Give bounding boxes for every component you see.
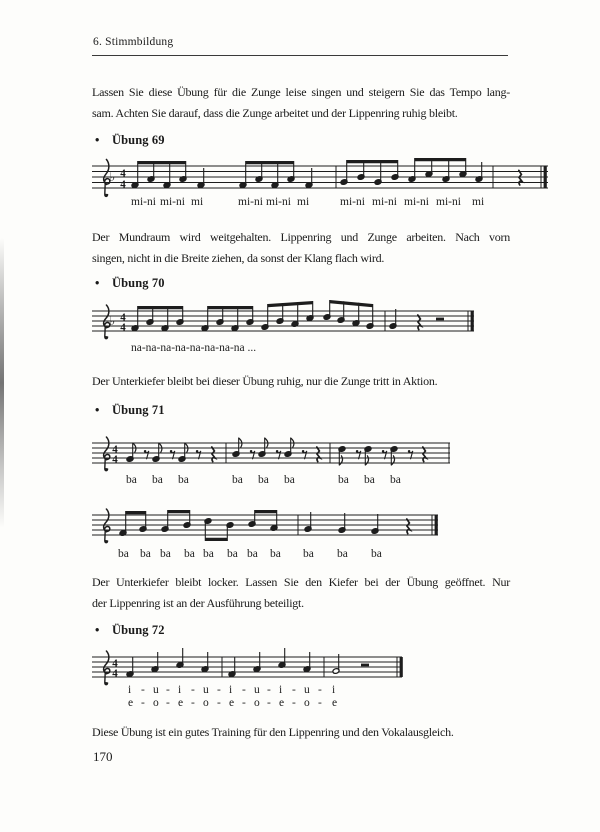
lyric-syllable: ba	[303, 548, 314, 560]
lyric-syllable: -	[166, 684, 170, 696]
text-line: der Lippenring ist an der Ausführung beteiligt.	[92, 596, 304, 610]
lyric-syllable: -	[141, 684, 145, 696]
lyric-syllable: e	[229, 697, 235, 709]
lyric-syllable: ba	[364, 474, 375, 486]
svg-text:♭: ♭	[109, 314, 116, 328]
lyric-syllable: i	[229, 684, 233, 696]
lyric-syllable: o	[153, 697, 159, 709]
text-line: sam. Achten Sie darauf, dass die Zunge arbeitet und der Lippenring ruhig bleibt.	[92, 106, 458, 120]
lyric-syllable: ba	[270, 548, 281, 560]
lyric-syllable: mi	[472, 196, 485, 208]
lyric-syllable: e	[279, 697, 285, 709]
lyric-syllable: ba	[247, 548, 258, 560]
text-line: Der Unterkiefer bleibt locker. Lassen Sie den Kiefer bei der Übung geöffnet. Nur	[92, 575, 510, 589]
staff-uebung-70	[92, 300, 474, 354]
lyric-syllable: mi	[191, 196, 204, 208]
lyric-syllable: -	[217, 684, 221, 696]
lyric-syllable: o	[304, 697, 310, 709]
lyric-syllable: u	[254, 684, 260, 696]
lyric-syllable: -	[267, 684, 271, 696]
lyric-syllable: o	[254, 697, 260, 709]
lyric-syllable: mi-ni	[160, 196, 185, 208]
lyric-syllable: ba	[140, 548, 151, 560]
lyric-syllable: i	[178, 684, 182, 696]
svg-text:4: 4	[112, 443, 118, 456]
lyric-syllable: ba	[160, 548, 171, 560]
svg-text:4: 4	[112, 667, 118, 680]
text-line: Der Mundraum wird weitgehalten. Lippenring und Zunge arbeiten. Nach vorn	[92, 230, 510, 244]
text-line: Diese Übung ist ein gutes Training für den Lippenring und den Vokalausgleich.	[92, 725, 454, 739]
lyric-syllable: -	[141, 697, 145, 709]
lyric-syllable: i	[332, 684, 336, 696]
lyric-syllable: u	[153, 684, 159, 696]
lyric-syllable: -	[267, 697, 271, 709]
lyric-syllable: ba	[184, 548, 195, 560]
staff-uebung-71a	[92, 437, 450, 486]
svg-text:4: 4	[120, 178, 126, 191]
staff-uebung-71b	[92, 509, 438, 560]
lyric-syllable: -	[242, 697, 246, 709]
exercise-label: Übung 69	[112, 133, 165, 147]
staff-uebung-72	[92, 648, 403, 709]
svg-text:♭: ♭	[109, 170, 116, 185]
page-number: 170	[93, 749, 113, 764]
bullet-icon: •	[95, 276, 100, 290]
lyric-syllable: i	[279, 684, 283, 696]
lyric-syllable: e	[178, 697, 184, 709]
lyric-syllable: e	[128, 697, 134, 709]
lyric-syllable: e	[332, 697, 338, 709]
exercise-label: Übung 72	[112, 623, 165, 637]
staff-uebung-69	[92, 158, 548, 208]
lyric-syllable: o	[203, 697, 209, 709]
lyric-syllable: mi-ni	[404, 196, 429, 208]
lyric-syllable: mi-ni	[340, 196, 365, 208]
lyric-syllable: ba	[258, 474, 269, 486]
svg-text:4: 4	[112, 657, 118, 670]
lyric-syllable: ba	[390, 474, 401, 486]
lyric-syllable: -	[191, 684, 195, 696]
svg-text:4: 4	[112, 453, 118, 466]
lyric-syllable: ba	[284, 474, 295, 486]
lyric-syllable: na-na-na-na-na-na-na-na ...	[131, 342, 257, 354]
lyric-syllable: ba	[371, 548, 382, 560]
lyric-syllable: -	[191, 697, 195, 709]
lyric-syllable: u	[203, 684, 209, 696]
lyric-syllable: mi-ni	[131, 196, 156, 208]
text-line: Lassen Sie diese Übung für die Zunge leise singen und steigern Sie das Tempo lang-	[92, 85, 510, 99]
exercise-label: Übung 71	[112, 403, 165, 417]
lyric-syllable: -	[318, 684, 322, 696]
exercise-label: Übung 70	[112, 276, 165, 290]
lyric-syllable: ba	[152, 474, 163, 486]
lyric-syllable: ba	[232, 474, 243, 486]
lyric-syllable: ba	[203, 548, 214, 560]
text-line: Der Unterkiefer bleibt bei dieser Übung ruhig, nur die Zunge tritt in Aktion.	[92, 374, 438, 388]
bullet-icon: •	[95, 623, 100, 637]
lyric-syllable: -	[318, 697, 322, 709]
svg-text:4: 4	[120, 311, 126, 324]
text-line: singen, nicht in die Breite ziehen, da sonst der Klang flach wird.	[92, 251, 385, 265]
lyric-syllable: ba	[118, 548, 129, 560]
running-header: 6. Stimmbildung	[93, 36, 174, 48]
lyric-syllable: ba	[227, 548, 238, 560]
lyric-syllable: -	[292, 697, 296, 709]
bullet-icon: •	[95, 133, 100, 147]
svg-text:4: 4	[120, 167, 126, 180]
lyric-syllable: mi-ni	[436, 196, 461, 208]
lyric-syllable: -	[166, 697, 170, 709]
bullet-icon: •	[95, 403, 100, 417]
lyric-syllable: u	[304, 684, 310, 696]
lyric-syllable: mi	[297, 196, 310, 208]
lyric-syllable: i	[128, 684, 132, 696]
lyric-syllable: ba	[126, 474, 137, 486]
lyric-syllable: mi-ni	[238, 196, 263, 208]
lyric-syllable: -	[292, 684, 296, 696]
lyric-syllable: ba	[338, 474, 349, 486]
svg-text:4: 4	[120, 321, 126, 334]
lyric-syllable: ba	[337, 548, 348, 560]
lyric-syllable: ba	[178, 474, 189, 486]
lyric-syllable: mi-ni	[372, 196, 397, 208]
lyric-syllable: -	[217, 697, 221, 709]
lyric-syllable: -	[242, 684, 246, 696]
lyric-syllable: mi-ni	[266, 196, 291, 208]
